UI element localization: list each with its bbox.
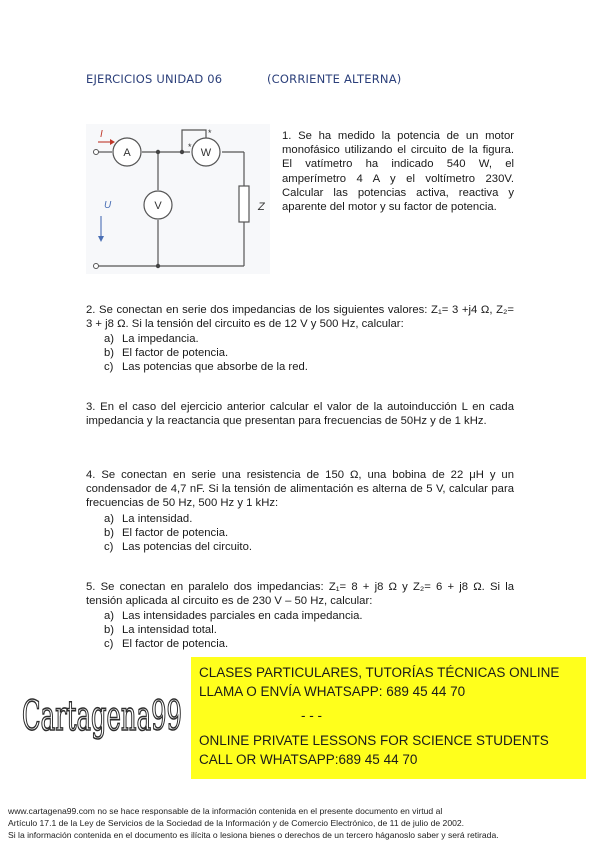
junction-dot [156,264,160,268]
wattmeter-label: W [200,147,212,159]
list-item: b) El factor de potencia. [104,347,229,360]
banner-line-2: LLAMA O ENVÍA WHATSAPP: 689 45 44 70 [199,684,466,699]
footer-line-2: Artículo 17.1 de la Ley de Servicios de la Sociedad de la Información y de Comercio Electrónico, de 11 de julio de 2002. [8,818,465,828]
exercise-3: 3. En el caso del ejercicio anterior calcular el valor de la autoinducción L en cada impedancia y la reactancia que presentan para frecuencias de 50Hz y de 1 kHz. [86,401,514,428]
ammeter-label: A [123,147,131,159]
exercise-4-list [104,512,252,555]
list-item: b) La intensidad total. [104,624,217,637]
banner-line-4: CALL OR WHATSAPP:689 45 44 70 [199,752,418,767]
footer-line-3: Si la información contenida en el documento es ilícita o lesiona bienes o derechos de un tercero háganoslo saber y será retirada. [8,830,499,840]
banner-line-1: CLASES PARTICULARES, TUTORÍAS TÉCNICAS ONLINE [199,665,560,680]
list-item: c) El factor de potencia. [104,638,229,651]
list-item: a) La impedancia. [104,333,199,345]
list-item: a) La intensidad. [104,513,193,525]
junction-dot [156,150,160,154]
banner-separator: - - - [301,708,322,723]
banner-line-3: ONLINE PRIVATE LESSONS FOR SCIENCE STUDENTS [199,733,549,748]
exercise-5-list [104,609,363,652]
junction-dot [180,150,184,154]
cartagena99-logo [16,660,186,756]
exercise-2-list [104,332,308,375]
logo-text: Cartagena99 [22,692,182,740]
exercise-5-intro: 5. Se conectan en paralelo dos impedancias: Z₁= 8 + j8 Ω y Z₂= 6 + j8 Ω. Si la tensión aplicada al circuito es de 230 V – 50 Hz, calcular: [86,581,514,608]
exercise-2-intro: 2. Se conectan en serie dos impedancias de los siguientes valores: Z₁= 3 +j4 Ω, Z₂= 3 + j8 Ω. Si la tensión del circuito es de 12 V y 500 Hz, calcular: [86,304,514,331]
current-arrow-icon [110,139,115,145]
list-item: a) Las intensidades parciales en cada impedancia. [104,610,363,622]
impedance-label: Z [258,201,265,213]
voltage-arrow-icon [98,236,104,242]
polarity-mark: * [208,128,212,138]
list-item: c) Las potencias que absorbe de la red. [104,361,308,374]
subject-title: (CORRIENTE ALTERNA) [267,72,402,86]
current-label: I [100,129,103,140]
unit-title: EJERCICIOS UNIDAD 06 [86,72,223,86]
promo-banner[interactable] [191,657,586,779]
footer-line-1: www.cartagena99.com no se hace responsable de la información contenida en el presente documento en virtud al [8,806,443,816]
circuit-figure [86,124,270,274]
voltmeter-label: V [154,200,162,212]
exercise-1: 1. Se ha medido la potencia de un motor monofásico utilizando el circuito de la figura. El vatímetro ha indicado 540 W, el amperímetro 4 A y el voltímetro 230V. Calcular las potencias activa, reactiva y aparente del motor y su factor de potencia. [282,130,514,214]
list-item: c) Las potencias del circuito. [104,541,252,554]
circuit-diagram [86,124,270,274]
polarity-mark: * [188,142,192,152]
list-item: b) El factor de potencia. [104,527,229,540]
impedance-box [239,186,249,222]
voltage-label: U [104,200,112,211]
exercise-4-intro: 4. Se conectan en serie una resistencia de 150 Ω, una bobina de 22 μH y un condensador de 4,7 nF. Si la tensión de alimentación es alterna de 5 V, calcular para frecuencias de 50 Hz, 500 Hz y 1 kHz: [86,469,514,510]
